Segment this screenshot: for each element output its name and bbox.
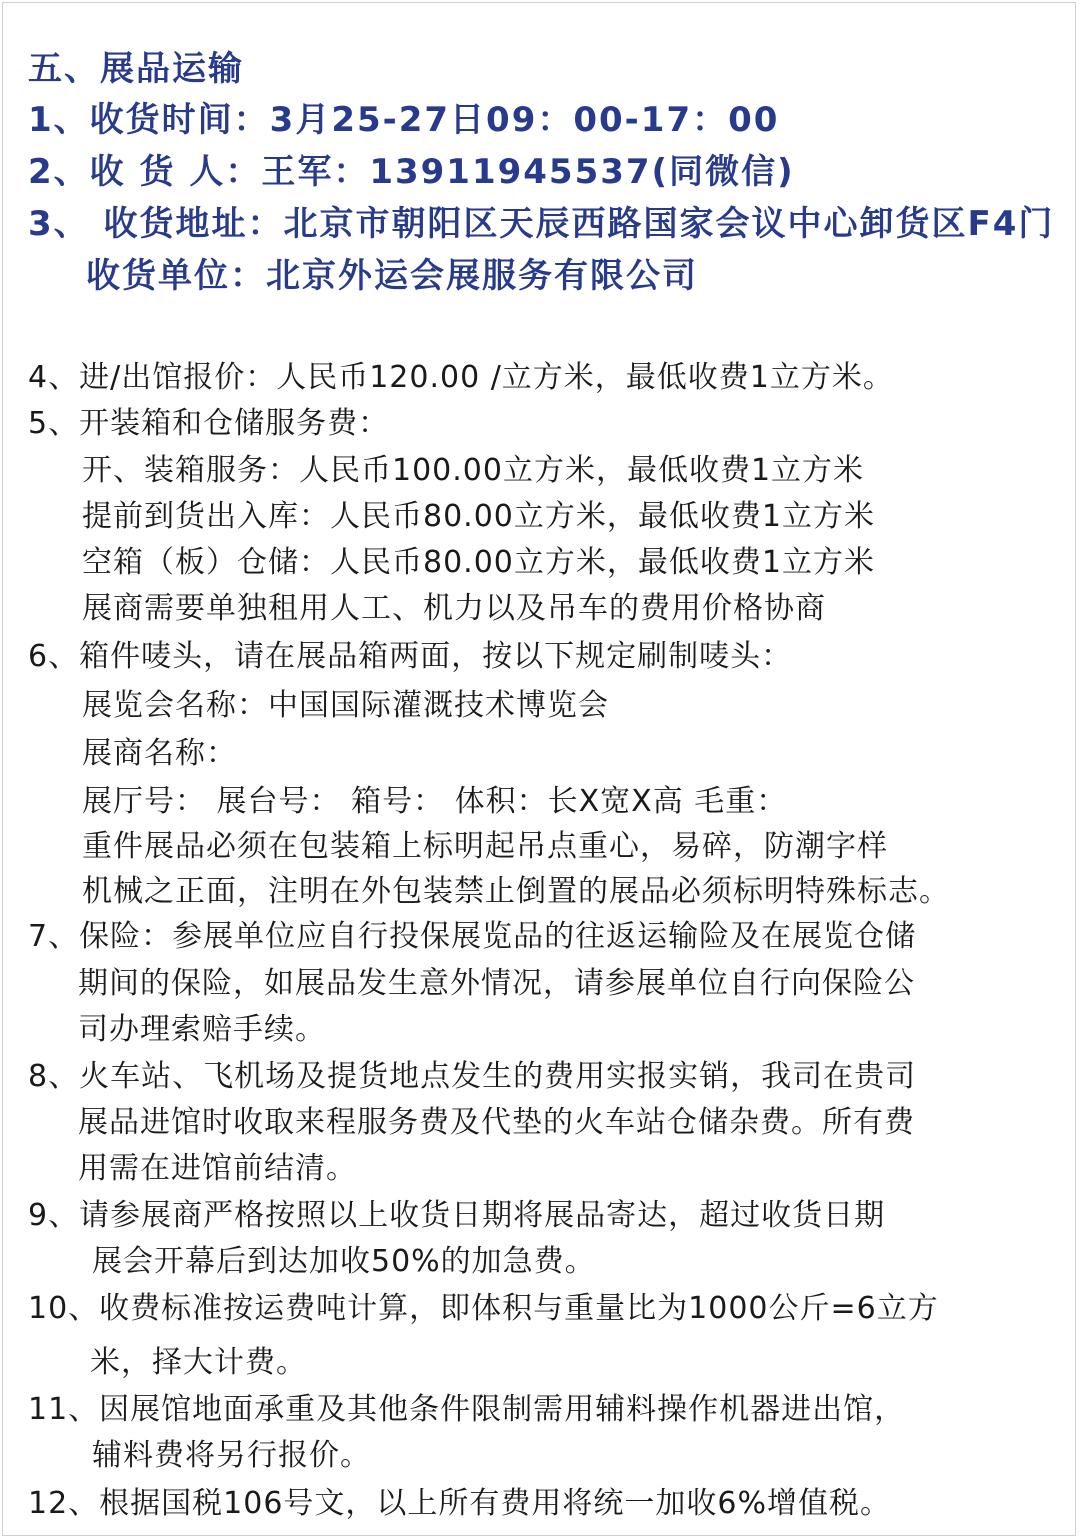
receive-time: 1、收货时间：3月25-27日09：00-17：00: [28, 100, 780, 140]
item-5-line-1: 开、装箱服务：人民币100.00立方米，最低收费1立方米: [82, 453, 865, 488]
item-5-line-4: 展商需要单独租用人工、机力以及吊车的费用价格协商: [82, 591, 826, 626]
item-5-line-2: 提前到货出入库：人民币80.00立方米，最低收费1立方米: [82, 499, 875, 534]
item-6-line-3: 展厅号： 展台号： 箱号： 体积：长X宽X高 毛重：: [82, 784, 788, 819]
item-6-line-1: 展览会名称：中国国际灌溉技术博览会: [82, 688, 609, 723]
receive-address: 3、 收货地址：北京市朝阳区天辰西路国家会议中心卸货区F4门: [28, 204, 1055, 244]
receive-unit: 收货单位：北京外运会展服务有限公司: [86, 256, 698, 296]
item-6-line-4: 重件展品必须在包装箱上标明起吊点重心，易碎，防潮字样: [82, 829, 888, 864]
item-8-line-2: 用需在进馆前结清。: [78, 1151, 357, 1186]
item-6-line-2: 展商名称：: [82, 736, 237, 771]
item-5-line-3: 空箱（板）仓储：人民币80.00立方米，最低收费1立方米: [82, 545, 875, 580]
item-5: 5、开装箱和仓储服务费：: [28, 406, 390, 441]
item-11: 11、因展馆地面承重及其他条件限制需用辅料操作机器进出馆，: [28, 1392, 906, 1427]
item-8: 8、火车站、飞机场及提货地点发生的费用实报实销，我司在贵司: [28, 1059, 917, 1094]
item-8-line-1: 展品进馆时收取来程服务费及代垫的火车站仓储杂费。所有费: [78, 1105, 915, 1140]
item-6: 6、箱件唛头，请在展品箱两面，按以下规定刷制唛头：: [28, 639, 793, 674]
item-11-line-1: 辅料费将另行报价。: [92, 1438, 371, 1473]
item-10: 10、收费标准按运费吨计算，即体积与重量比为1000公斤=6立方: [28, 1291, 939, 1326]
item-7-line-1: 期间的保险，如展品发生意外情况，请参展单位自行向保险公: [78, 966, 915, 1001]
item-9-line-1: 展会开幕后到达加收50%的加急费。: [92, 1244, 596, 1279]
item-7: 7、保险：参展单位应自行投保展览品的往返运输险及在展览仓储: [28, 919, 917, 954]
item-9: 9、请参展商严格按照以上收货日期将展品寄达，超过收货日期: [28, 1198, 886, 1233]
receiver: 2、收 货 人：王军：13911945537(同微信): [28, 152, 795, 192]
item-6-line-5: 机械之正面，注明在外包装禁止倒置的展品必须标明特殊标志。: [82, 874, 950, 909]
item-10-line-1: 米，择大计费。: [90, 1345, 307, 1380]
item-4: 4、进/出馆报价：人民币120.00 /立方米，最低收费1立方米。: [28, 360, 894, 395]
section-title: 五、展品运输: [28, 49, 244, 89]
item-12: 12、根据国税106号文，以上所有费用将统一加收6%增值税。: [28, 1486, 892, 1521]
item-7-line-2: 司办理索赔手续。: [78, 1012, 326, 1047]
